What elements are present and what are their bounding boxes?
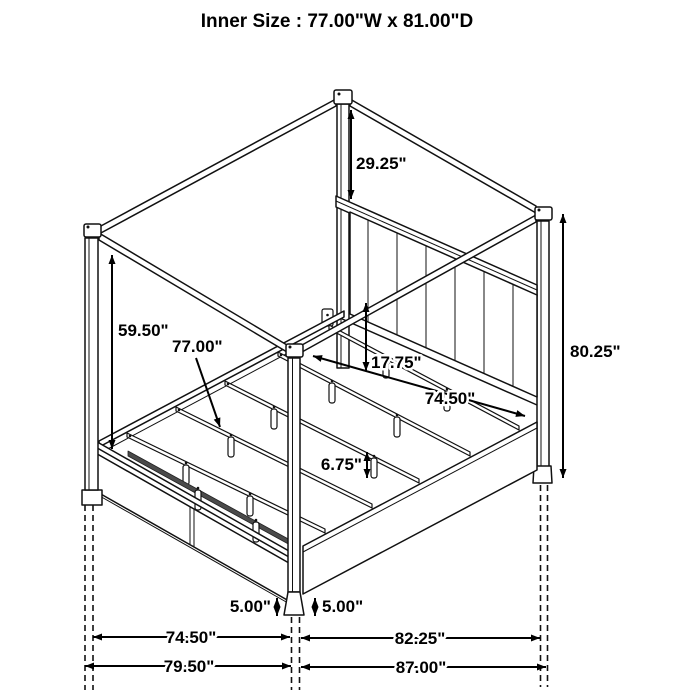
label-slat-leg-height: 6.75"	[320, 455, 362, 474]
canopy-cap-front	[286, 344, 303, 357]
label-canopy-to-headboard: 29.25"	[356, 154, 407, 173]
bed-structure	[82, 90, 552, 615]
canopy-cap-back	[334, 90, 352, 104]
label-footboard-clearance: 5.00"	[229, 597, 271, 616]
label-footboard-width: 74.50"	[165, 628, 217, 647]
label-canopy-to-siderail: 59.50"	[118, 321, 169, 340]
label-inner-depth: 74.50"	[424, 389, 476, 408]
label-post-height: 80.25"	[570, 342, 621, 361]
diagram-title: Inner Size : 77.00"W x 81.00"D	[200, 11, 474, 32]
label-overall-depth: 87.00"	[395, 658, 447, 677]
post-left	[85, 238, 98, 490]
label-overall-width: 79.50"	[163, 657, 215, 676]
label-headboard-to-deck: 17.75"	[371, 353, 422, 372]
post-front-foot	[284, 592, 304, 615]
label-inner-width: 77.00"	[172, 337, 223, 356]
canopy-cap-left	[84, 224, 101, 237]
right-side-rail	[303, 422, 537, 594]
label-siderail-length: 82.25"	[394, 629, 446, 648]
headboard	[336, 196, 537, 405]
post-left-foot	[82, 490, 102, 505]
canopy-rail-back-left	[99, 99, 336, 234]
canopy-cap-right	[535, 207, 552, 220]
label-siderail-clearance: 5.00"	[322, 597, 364, 616]
